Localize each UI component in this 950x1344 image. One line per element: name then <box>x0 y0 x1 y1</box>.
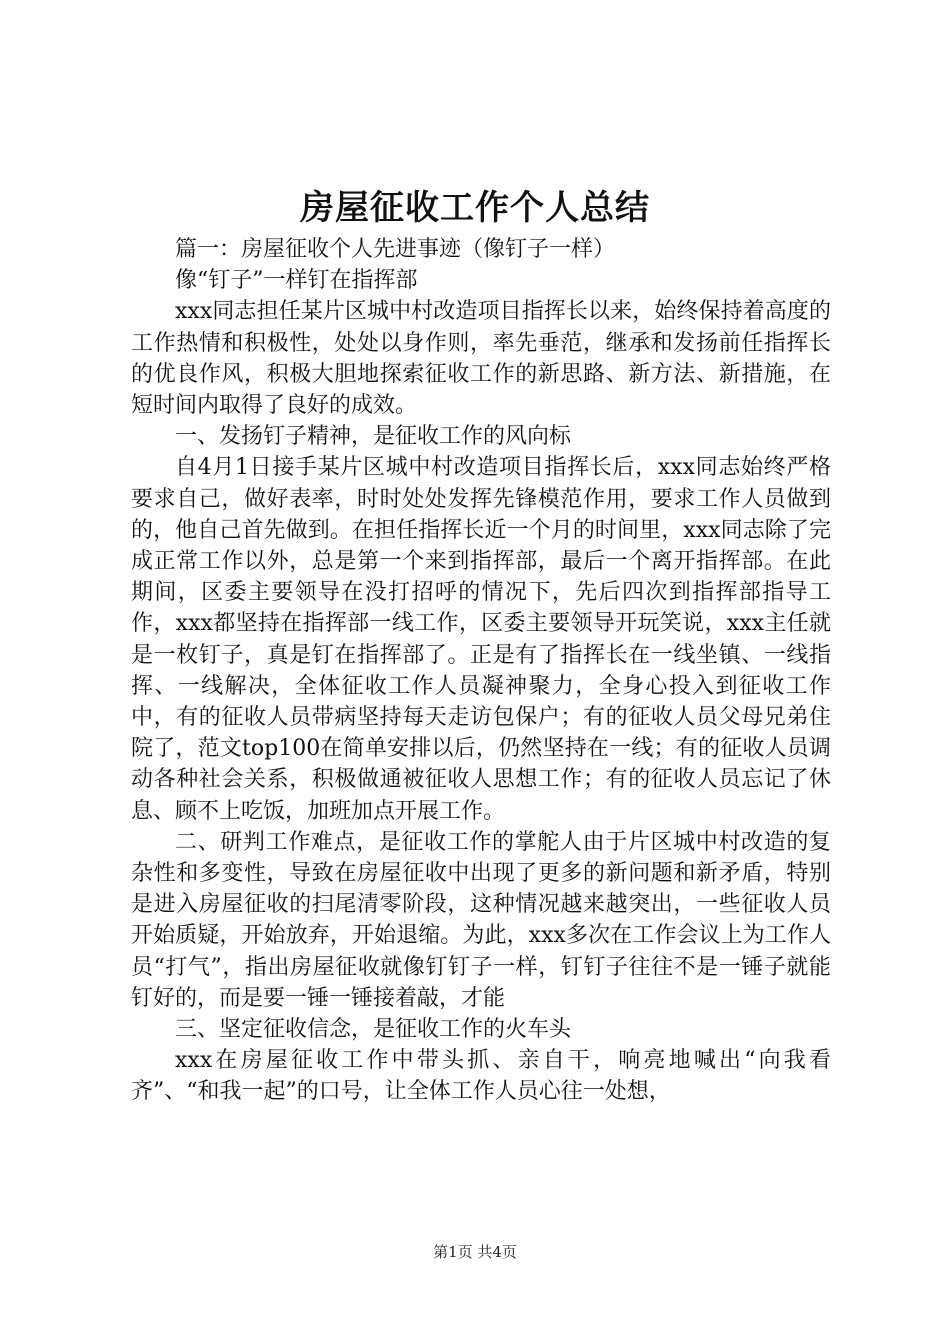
paragraph-introduction: xxx同志担任某片区城中村改造项目指挥长以来，始终保持着高度的工作热情和积极性，处处以身作则，率先垂范，继承和发扬前任指挥长的优良作风，积极大胆地探索征收工作的新思路、新方法、新措施，在短时间内取得了良好的成效。 <box>131 299 831 419</box>
subtitle-nail-in-headquarters: 像“钉子”一样钉在指挥部 <box>175 268 418 294</box>
paragraph-section-three: xxx在房屋征收工作中带头抓、亲自干，响亮地喊出“向我看齐”、“和我一起”的口号，让全体工作人员心往一处想， <box>131 1048 831 1105</box>
document-body <box>131 234 831 1108</box>
section-heading-part-one: 篇一：房屋征收个人先进事迹（像钉子一样） <box>175 237 616 262</box>
page-number-footer: 第1页 共4页 <box>433 1243 517 1261</box>
section-heading-one: 一、发扬钉子精神，是征收工作的风向标 <box>175 424 572 450</box>
section-heading-three: 三、坚定征收信念，是征收工作的火车头 <box>175 1017 572 1043</box>
paragraph-section-two: 二、研判工作难点，是征收工作的掌舵人由于片区城中村改造的复杂性和多变性，导致在房屋征收中出现了更多的新问题和新矛盾，特别是进入房屋征收的扫尾清零阶段，这种情况越来越突出，一些征收人员开始质疑，开始放弃，开始退缩。为此，xxx多次在工作会议上为工作人员“打气”，指出房屋征收就像钉钉子一样，钉钉子往往不是一锤子就能钉好的，而是要一锤一锤接着敲，才能 <box>131 829 831 1011</box>
document-title: 房屋征收工作个人总结 <box>300 188 650 228</box>
paragraph-section-one: 自4月1日接手某片区城中村改造项目指挥长后，xxx同志始终严格要求自己，做好表率，时时处处发挥先锋模范作用，要求工作人员做到的，他自己首先做到。在担任指挥长近一个月的时间里，xxx同志除了完成正常工作以外，总是第一个来到指挥部，最后一个离开指挥部。在此期间，区委主要领导在没打招呼的情况下，先后四次到指挥部指导工作，xxx都坚持在指挥部一线工作，区委主要领导开玩笑说，xxx主任就是一枚钉子，真是钉在指挥部了。正是有了指挥长在一线坐镇、一线指挥、一线解决，全体征收工作人员凝神聚力，全身心投入到征收工作中，有的征收人员带病坚持每天走访包保户；有的征收人员父母兄弟住院了，范文top100在简单安排以后，仍然坚持在一线；有的征收人员调动各种社会关系，积极做通被征收人思想工作；有的征收人员忘记了休息、顾不上吃饭，加班加点开展工作。 <box>131 455 831 824</box>
